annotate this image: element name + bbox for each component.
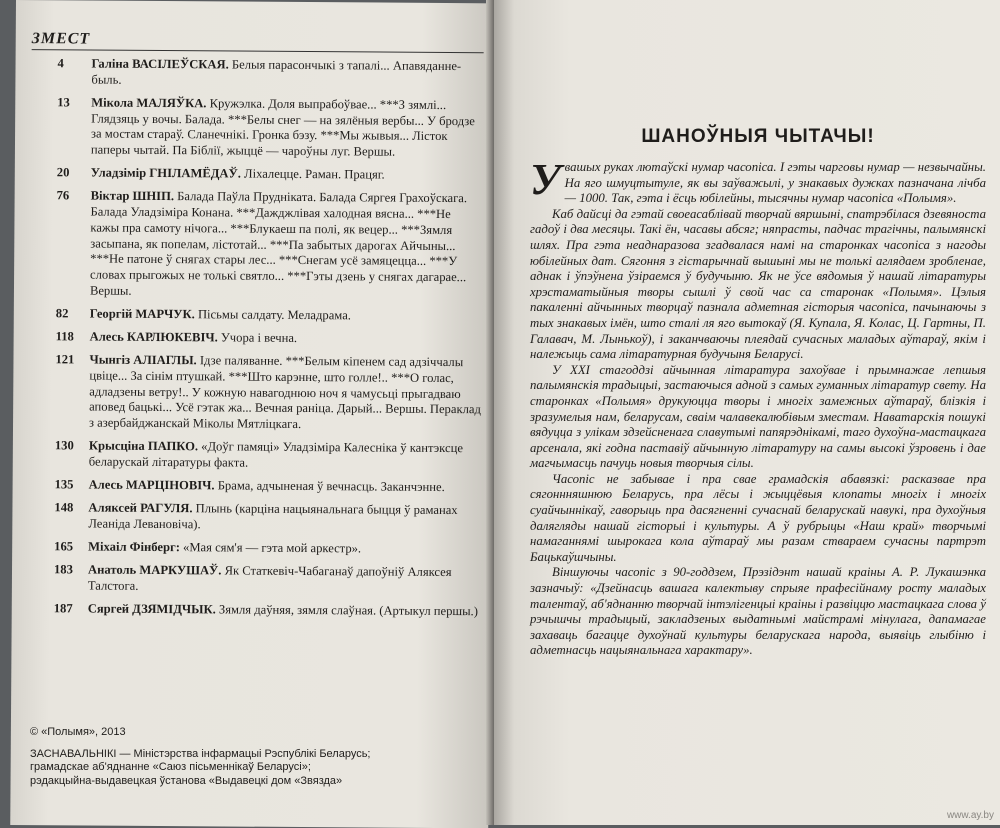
toc-page-number: 82	[55, 306, 69, 321]
toc-page-number: 183	[53, 562, 73, 577]
toc-works: Як Статкевіч-Чабаганаў дапоўніў Аляксея Талстога.	[87, 563, 452, 594]
imprint-line-1: ЗАСНАВАЛЬНІКІ — Міністэрства інфармацыі Рэспублікі Беларусь;	[30, 747, 371, 760]
toc-page-number: 135	[54, 477, 74, 492]
toc-works: Ідзе паляванне. ***Белым кіпенем сад адзіччалы цвіце... За сінім птушкай. ***Што карэнне, што голле!.. ***О голас, адладзены ветру!.. У кожную навагоднюю ноч я чамусьці прыгадваю аповед бацькі... Усё гэтак жа... Вечная раніца. Дарый... Вершы. Пераклад з азербайджанскай Міколы Мятліцкага.	[89, 353, 481, 432]
toc-entry	[54, 563, 480, 597]
imprint-line-3: рэдакцыйна-выдавецкая ўстанова «Выдавецкі дом «Звязда»	[30, 774, 343, 787]
editorial-paragraph-3: У XXI стагоддзі айчынная літаратура захоўвае і прымнажае лепшыя палымянскія традыцыі, застаючыся адной з самых гуманных літаратур свету. На старонках «Полымя» друкуюцца творы і многіх замежных аўтараў, блізкія і зразумелыя нам, беларусам, сваім чалавекалюбівым зместам. Наватарскія пошукі вядуцца з улікам здзейсненага славутымі папярэднікамі, таго духоўна-мастацкага арсенала, які годна паставіў айчынную літаратуру на самы высокі ўзровень і дае магчымасць пачуць новыя творчыя сілы.	[530, 362, 986, 471]
editorial-title: ШАНОЎНЫЯ ЧЫТАЧЫ!	[641, 126, 875, 147]
watermark: www.ay.by	[946, 810, 994, 821]
toc-list	[54, 56, 484, 620]
toc-works: «Доўг памяці» Уладзіміра Калесніка ў кантэксце беларускай літаратуры факта.	[88, 439, 463, 470]
toc-entry	[55, 439, 481, 473]
toc-page-number: 121	[55, 352, 75, 367]
toc-page-number: 148	[54, 500, 74, 515]
toc-works: Учора і вечна.	[217, 330, 298, 346]
toc-author: Алесь МАРЦІНОВІЧ.	[88, 477, 215, 493]
toc-entry	[55, 353, 482, 434]
toc-author: Аляксей РАГУЛЯ.	[88, 500, 193, 516]
toc-author: Чынгіз АЛІАГЛЫ.	[89, 352, 197, 368]
copyright-line: © «Полымя», 2013	[30, 726, 126, 738]
toc-page-number: 118	[55, 329, 74, 344]
toc-page-number: 13	[57, 95, 70, 110]
toc-author: Уладзімір ГНІЛАМЁДАЎ.	[90, 165, 241, 181]
toc-page-number: 130	[54, 438, 74, 453]
toc-entry	[54, 602, 480, 621]
left-page	[10, 0, 494, 828]
editorial-paragraph-1	[530, 155, 986, 207]
toc-author: Віктар ШНІП.	[90, 188, 175, 204]
toc-author: Мікола МАЛЯЎКА.	[91, 95, 207, 111]
toc-entry	[54, 540, 480, 559]
editorial-paragraph-5: Віншуючы часопіс з 90-годдзем, Прэзідэнт нашай краіны А. Р. Лукашэнка зазначыў: «Дзейнасць вашага калектыву спрыяе прафесійнаму росту маладых талентаў, аб'яднанню творчай інтэлігенцыі краіны і развіццю мастацкага слова ў рэчышчы традыцый, закладзеных выдатнымі майстрамі мінулага, дапамагае захаваць багацце духоўнай культуры беларускага народа, выявіць глыбіню і адметнасць нацыянальнага характару».	[530, 565, 986, 658]
toc-entry	[56, 329, 482, 348]
toc-author: Галіна ВАСІЛЕЎСКАЯ.	[91, 56, 229, 72]
toc-entry	[57, 56, 483, 90]
toc-entry	[57, 95, 483, 161]
toc-works: Белыя парасончыкі з тапалі... Апавяданне-быль.	[91, 57, 462, 87]
editorial-paragraph-4: Часопіс не забывае і пра свае грамадскія абавязкі: расказвае пра сягоннняшнюю Беларусь, пра лёсы і жыццёвыя клопаты многіх і многіх суайчыннікаў, гаворыць пра дасягненні сучаснай беларускай навукі, пра духоўныя далягляды нашай гісторыі і культуры. А ў рубрыцы «Наш край» творчымі намаганнямі шырокага кола аўтараў мы разам ствараем сучасны партрэт Бацькаўшчыны.	[530, 471, 986, 564]
toc-works: Ліхалецце. Раман. Працяг.	[240, 166, 385, 182]
toc-author: Анатоль МАРКУШАЎ.	[87, 563, 222, 578]
toc-author: Алесь КАРЛЮКЕВІЧ.	[89, 329, 218, 345]
toc-page-number: 20	[56, 165, 70, 180]
toc-works: Кружэлка. Доля выпрабоўвае... ***З зямлі... Глядзяць у вочы. Балада. ***Белы снег — на зялёныя вербы... У бродзе за мостам стараў. Сланечнікі. Гронка бэзу. ***Мы жывыя... Лісток паперы чытай. Па Біблії, жыццё — чароўны луг. Вершы.	[90, 96, 475, 159]
toc-entry	[55, 477, 481, 496]
right-page	[494, 0, 1000, 825]
toc-works: «Мая сям'я — гэта мой аркестр».	[179, 540, 362, 556]
paragraph-1-text: вашых руках лютаўскі нумар часопіса. І гэты чарговы нумар — незвычайны. На яго шмуцтытуле, як вы заўважылі, у знакавых дужках пазначана лічба — 1000. Так, гэта і ёсць юбілейны, тысячны нумар часопіса «Полымя».	[564, 160, 986, 206]
toc-entry	[54, 501, 480, 535]
editorial-paragraph-2: Каб дайсці да гэтай своеасаблівай творчай вяршыні, спатрэбілася дзевяноста гадоў і два месяцы. Такі ён, часавы абсяг; няпрасты, падчас трагічны, палымянскі шлях. Пра гэта неаднаразова згадвалася намі на старонках часопіса з нагоды юбілейных дат. Сягоння з гістарычнай вышыні мы не толькі аглядаем зробленае, аднак і ўпэўнена ўзіраемся ў будучыню. Як не ўсе вядомыя ў нашай літаратуры хрэстаматыйныя творы сышлі ў свой час са старонак «Полымя». Цэлыя пакаленні айчынных творцаў пазнала адметная гісторыя часопіса, пачынаючы з тых знакавых імён, што сталі ля яго вытокаў (Я. Купала, Я. Колас, Ц. Гартны, П. Галавач, М. Лынькоў), і заканчваючы плеядай сучасных маладых аўтараў, якім і належыць сама літаратурная будучыня Беларусі.	[530, 206, 986, 362]
toc-author: Міхаіл Фінберг:	[88, 539, 180, 555]
toc-title: ЗМЕСТ	[32, 30, 484, 53]
toc-author: Георгій МАРЧУК.	[89, 306, 195, 322]
toc-works: Плынь (карціна нацыянальнага быцця ў раманах Леаніда Левановіча).	[88, 501, 458, 532]
imprint	[30, 726, 370, 788]
toc-works: Зямля даўняя, зямля слаўная. (Артыкул першы.)	[215, 602, 478, 619]
toc-works: Пісьмы салдату. Меладрама.	[194, 307, 352, 323]
toc-entry	[56, 306, 482, 325]
toc-entry	[57, 166, 483, 185]
toc-works: Балада Паўла Прудніката. Балада Сяргея Грахоўскага. Балада Уладзіміра Конана. ***Дажджлівая халодная вясна... ***Не кажы пра самоту нічога... ***Блукаеш па полі, як вецер... ***Зямля засыпана, як попелам, лістотай... ***Па забытых дарогах Айчыны... ***Не патоне ў снягах стары лес... ***Снегам усё замяцецца... ***У словах прыгожых не толькі святло... ***Гэты дзень у снягах дагарае... Вершы.	[89, 189, 468, 298]
toc-page-number: 4	[57, 56, 64, 71]
toc-page-number: 165	[54, 539, 74, 554]
imprint-line-2: грамадскае аб'яднанне «Саюз пісьменнікаў Беларусі»;	[30, 761, 311, 773]
toc-page-number: 76	[56, 188, 70, 203]
toc-works: Брама, адчыненая ў вечнасць. Заканчэнне.	[214, 478, 445, 495]
drop-cap: У	[530, 155, 561, 204]
toc-page-number: 187	[53, 601, 73, 616]
toc-entry	[56, 189, 483, 302]
toc-author: Сяргей ДЗЯМІДЧЫК.	[87, 601, 216, 617]
toc-author: Крысціна ПАПКО.	[88, 438, 199, 454]
